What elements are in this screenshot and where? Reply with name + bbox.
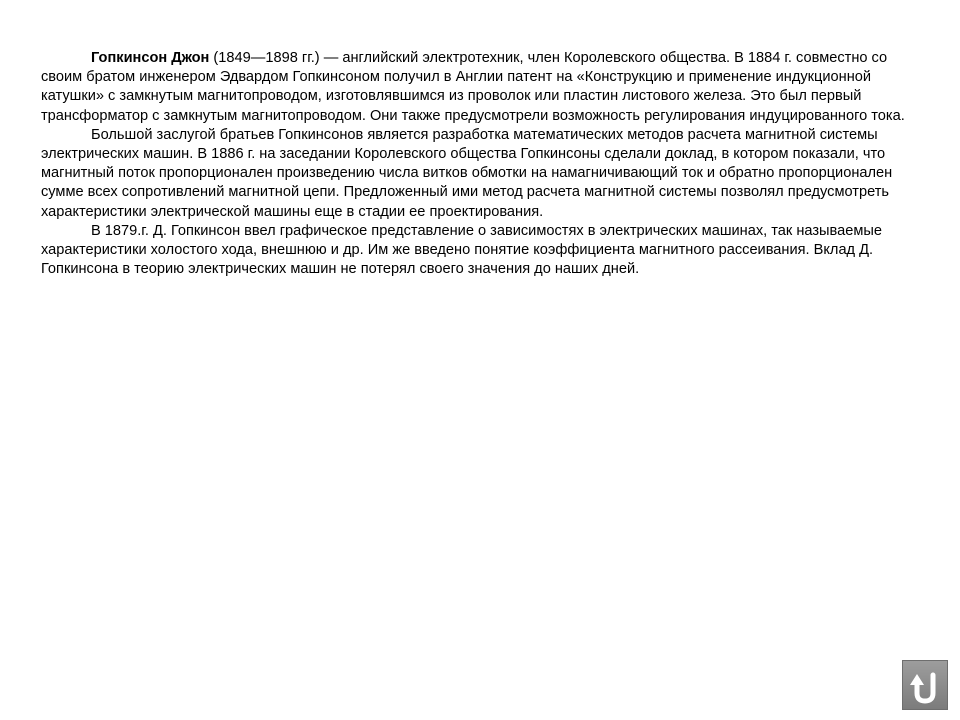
return-arrow-icon — [903, 661, 947, 709]
paragraph-1-body: (1849—1898 гг.) — английский электротехник, член Королевского общества. В 1884 г. совместно со своим братом инженером Эдвардом Гопкинсоном получил в Англии патент на «Конструкцию и применение индукционной катушки» с замкнутым магнитопроводом, изготовлявшимся из проволок или пластин листового железа. Это был первый трансформатор с замкнутым магнитопроводом. Они также предусмотрели возможность регулирования индуцированного тока. — [41, 50, 905, 124]
slide-text — [41, 49, 909, 279]
paragraph-1-heading: Гопкинсон Джон — [91, 50, 210, 66]
return-button[interactable] — [902, 660, 948, 710]
paragraph-2: Большой заслугой братьев Гопкинсонов является разработка математических методов расчета магнитной системы электрических машин. В 1886 г. на заседании Королевского общества Гопкинсоны сделали доклад, в котором показали, что магнитный поток пропорционален произведению числа витков обмотки на намагничивающий ток и обратно пропорционален сумме всех сопротивлений магнитной цепи. Предложенный ими метод расчета магнитной системы позволял предусмотреть характеристики электрической машины еще в стадии ее проектирования. — [41, 126, 893, 220]
paragraph-3: В 1879.г. Д. Гопкинсон ввел графическое представление о зависимостях в электрических машинах, так называемые характеристики холостого хода, внешнюю и др. Им же введено понятие коэффициента магнитного рассеивания. Вклад Д. Гопкинсона в теорию электрических машин не потерял своего значения до наших дней. — [41, 222, 882, 278]
paragraph-1 — [41, 49, 909, 126]
